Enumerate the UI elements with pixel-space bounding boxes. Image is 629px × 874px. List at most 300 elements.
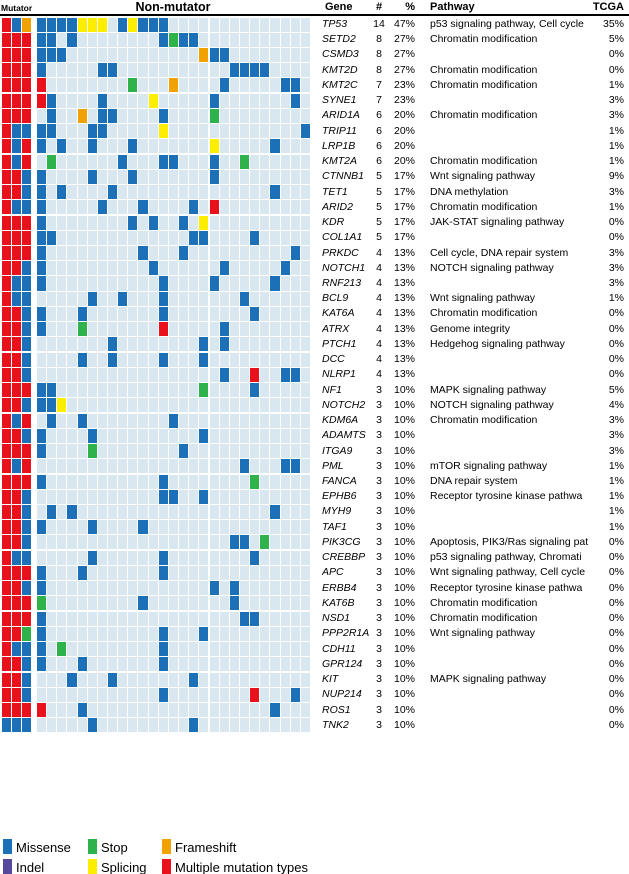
mutation-cell: [230, 307, 239, 321]
mutation-cell: [108, 124, 117, 138]
mutation-cell: [57, 673, 66, 687]
mutation-cell: [12, 353, 21, 367]
mutation-cell: [189, 505, 198, 519]
mutation-cell: [78, 718, 87, 732]
mutation-cell: [230, 124, 239, 138]
mutation-cell: [179, 231, 188, 245]
mutation-cell: [108, 353, 117, 367]
mutation-cell: [47, 414, 56, 428]
mutation-cell: [67, 231, 76, 245]
mutation-count: 3: [376, 429, 382, 442]
mutation-count: 3: [376, 475, 382, 488]
mutation-cell: [291, 200, 300, 214]
mutation-cell: [169, 261, 178, 275]
mutation-cell: [260, 566, 269, 580]
mutation-cell: [230, 535, 239, 549]
mutation-cell: [138, 429, 147, 443]
mutation-cell: [199, 459, 208, 473]
mutation-cell: [159, 475, 168, 489]
mutation-cell: [199, 596, 208, 610]
mutation-cell: [67, 490, 76, 504]
mutation-cell: [270, 688, 279, 702]
mutation-cell: [260, 673, 269, 687]
pathway-label: Chromatin modification: [430, 307, 538, 320]
gene-row: [0, 337, 629, 352]
mutation-cell: [12, 200, 21, 214]
mutation-cell: [220, 657, 229, 671]
mutation-percent: 10%: [393, 581, 415, 594]
mutation-cell: [291, 383, 300, 397]
mutation-cell: [169, 383, 178, 397]
mutation-cell: [230, 490, 239, 504]
mutation-count: 3: [376, 566, 382, 579]
mutation-cell: [118, 475, 127, 489]
mutation-cell: [2, 337, 11, 351]
mutation-cell: [260, 398, 269, 412]
mutation-cell: [281, 276, 290, 290]
mutation-cell: [98, 276, 107, 290]
gene-row: [0, 596, 629, 611]
mutation-cell: [250, 78, 259, 92]
mutation-cell: [98, 63, 107, 77]
mutation-cell: [47, 322, 56, 336]
mutation-cell: [199, 353, 208, 367]
mutation-cell: [138, 398, 147, 412]
mutation-cell: [210, 33, 219, 47]
gene-row: [0, 657, 629, 672]
mutation-cell: [98, 459, 107, 473]
mutation-cell: [98, 429, 107, 443]
mutation-cell: [37, 688, 46, 702]
gene-row: [0, 276, 629, 291]
mutation-cell: [138, 673, 147, 687]
mutation-cell: [281, 490, 290, 504]
mutation-cell: [291, 231, 300, 245]
mutation-cell: [159, 155, 168, 169]
legend-swatch-multiple: [162, 859, 171, 874]
mutation-cell: [78, 596, 87, 610]
mutation-cell: [210, 475, 219, 489]
mutation-cell: [57, 414, 66, 428]
mutation-cell: [149, 535, 158, 549]
mutation-count: 8: [376, 33, 382, 46]
mutation-cell: [2, 33, 11, 47]
gene-row: [0, 687, 629, 702]
mutation-cell: [169, 459, 178, 473]
mutation-cell: [138, 581, 147, 595]
mutation-cell: [118, 459, 127, 473]
mutation-cell: [108, 48, 117, 62]
mutation-cell: [22, 703, 31, 717]
mutation-cell: [2, 627, 11, 641]
mutation-cell: [78, 48, 87, 62]
mutation-cell: [210, 246, 219, 260]
mutation-cell: [179, 94, 188, 108]
mutation-cell: [250, 307, 259, 321]
mutation-cell: [37, 368, 46, 382]
mutation-cell: [179, 627, 188, 641]
mutation-percent: 23%: [393, 78, 415, 91]
mutation-cell: [179, 185, 188, 199]
mutation-cell: [230, 688, 239, 702]
mutation-count: 3: [376, 520, 382, 533]
mutation-cell: [270, 718, 279, 732]
mutation-cell: [250, 718, 259, 732]
mutation-cell: [12, 444, 21, 458]
mutation-cell: [98, 551, 107, 565]
mutation-cell: [159, 596, 168, 610]
mutation-cell: [230, 261, 239, 275]
mutation-cell: [88, 139, 97, 153]
mutation-cell: [128, 490, 137, 504]
mutation-cell: [22, 688, 31, 702]
mutation-cell: [108, 414, 117, 428]
mutation-cell: [291, 170, 300, 184]
mutation-cell: [47, 566, 56, 580]
mutation-cell: [260, 520, 269, 534]
mutation-cell: [270, 459, 279, 473]
mutation-cell: [199, 429, 208, 443]
mutation-cell: [169, 398, 178, 412]
mutation-count: 5: [376, 200, 382, 213]
mutation-cell: [179, 353, 188, 367]
mutation-cell: [169, 535, 178, 549]
mutation-cell: [179, 703, 188, 717]
mutation-cell: [118, 444, 127, 458]
mutation-cell: [159, 642, 168, 656]
mutation-cell: [67, 78, 76, 92]
mutation-cell: [88, 505, 97, 519]
gene-name: CDH11: [322, 642, 356, 655]
mutation-cell: [210, 261, 219, 275]
gene-name: NSD1: [322, 612, 351, 625]
mutation-cell: [22, 627, 31, 641]
mutation-cell: [118, 246, 127, 260]
mutation-cell: [250, 276, 259, 290]
mutation-cell: [47, 657, 56, 671]
gene-row: [0, 474, 629, 489]
mutation-cell: [78, 581, 87, 595]
mutation-cell: [138, 475, 147, 489]
gene-name: ADAMTS: [322, 429, 366, 442]
mutation-cell: [281, 307, 290, 321]
mutation-cell: [67, 642, 76, 656]
mutation-count: 3: [376, 596, 382, 609]
mutation-cell: [169, 368, 178, 382]
mutation-percent: 10%: [393, 475, 415, 488]
tcga-percent: 0%: [608, 703, 624, 716]
mutation-cell: [108, 170, 117, 184]
mutation-cell: [301, 307, 310, 321]
mutation-cell: [179, 688, 188, 702]
legend-swatch-splicing: [88, 859, 97, 874]
mutation-cell: [67, 63, 76, 77]
mutation-cell: [22, 398, 31, 412]
mutation-cell: [57, 276, 66, 290]
mutation-cell: [179, 475, 188, 489]
mutation-cell: [138, 78, 147, 92]
mutation-cell: [37, 170, 46, 184]
mutation-cell: [88, 185, 97, 199]
header-divider-line: [0, 14, 629, 16]
mutation-cell: [230, 414, 239, 428]
mutation-cell: [291, 429, 300, 443]
mutation-cell: [22, 429, 31, 443]
mutation-cell: [78, 566, 87, 580]
mutation-cell: [108, 642, 117, 656]
mutation-cell: [270, 276, 279, 290]
mutation-cell: [281, 673, 290, 687]
gene-name: ITGA9: [322, 444, 353, 457]
gene-name: ERBB4: [322, 581, 357, 594]
mutation-cell: [240, 596, 249, 610]
legend-item: [162, 859, 322, 874]
mutation-cell: [199, 139, 208, 153]
tcga-percent: 3%: [608, 444, 624, 457]
gene-row: [0, 718, 629, 733]
mutation-cell: [37, 703, 46, 717]
mutation-cell: [88, 353, 97, 367]
mutation-count: 5: [376, 231, 382, 244]
mutation-cell: [138, 63, 147, 77]
mutation-cell: [67, 246, 76, 260]
gene-name: NOTCH1: [322, 261, 366, 274]
pathway-label: p53 signaling pathway, Chromati: [430, 551, 582, 564]
mutation-cell: [270, 63, 279, 77]
mutation-cell: [179, 124, 188, 138]
mutation-cell: [189, 490, 198, 504]
mutation-cell: [78, 307, 87, 321]
mutation-cell: [210, 109, 219, 123]
mutation-cell: [128, 33, 137, 47]
mutation-cell: [88, 459, 97, 473]
mutation-cell: [159, 353, 168, 367]
mutation-cell: [12, 276, 21, 290]
mutation-cell: [291, 216, 300, 230]
mutation-cell: [169, 200, 178, 214]
mutation-cell: [78, 200, 87, 214]
mutation-cell: [301, 520, 310, 534]
mutation-cell: [301, 551, 310, 565]
mutation-cell: [108, 612, 117, 626]
tcga-percent: 0%: [608, 596, 624, 609]
gene-row: [0, 581, 629, 596]
mutation-cell: [2, 139, 11, 153]
mutation-cell: [47, 612, 56, 626]
mutation-cell: [189, 124, 198, 138]
mutation-cell: [220, 444, 229, 458]
mutation-cell: [301, 124, 310, 138]
mutation-cell: [210, 63, 219, 77]
mutation-cell: [291, 444, 300, 458]
mutation-cell: [220, 383, 229, 397]
mutation-cell: [250, 596, 259, 610]
mutation-cell: [169, 48, 178, 62]
mutation-cell: [98, 124, 107, 138]
mutation-cell: [159, 429, 168, 443]
mutation-cell: [37, 78, 46, 92]
mutation-cell: [57, 94, 66, 108]
gene-row: [0, 32, 629, 47]
mutation-cell: [240, 216, 249, 230]
mutation-cell: [281, 231, 290, 245]
mutation-cell: [301, 673, 310, 687]
mutation-cell: [57, 718, 66, 732]
mutation-cell: [22, 520, 31, 534]
mutation-cell: [88, 231, 97, 245]
mutation-cell: [78, 261, 87, 275]
mutation-cell: [67, 155, 76, 169]
mutation-cell: [2, 459, 11, 473]
gene-row: [0, 93, 629, 108]
mutation-cell: [2, 63, 11, 77]
mutation-cell: [281, 505, 290, 519]
mutation-cell: [128, 596, 137, 610]
mutation-cell: [260, 490, 269, 504]
mutation-cell: [159, 551, 168, 565]
mutation-cell: [128, 703, 137, 717]
mutation-cell: [12, 185, 21, 199]
mutation-cell: [270, 18, 279, 32]
mutation-cell: [78, 535, 87, 549]
mutation-count: 5: [376, 170, 382, 183]
tcga-percent: 1%: [608, 459, 624, 472]
mutation-cell: [250, 18, 259, 32]
mutation-cell: [57, 33, 66, 47]
mutation-cell: [12, 231, 21, 245]
mutation-cell: [159, 276, 168, 290]
mutation-cell: [128, 627, 137, 641]
legend-label: Indel: [16, 860, 45, 874]
mutation-cell: [250, 414, 259, 428]
mutation-cell: [281, 627, 290, 641]
mutation-cell: [57, 657, 66, 671]
mutation-cell: [270, 398, 279, 412]
mutation-cell: [281, 642, 290, 656]
mutation-cell: [291, 155, 300, 169]
mutation-cell: [108, 520, 117, 534]
mutation-cell: [179, 551, 188, 565]
mutation-cell: [230, 718, 239, 732]
mutation-cell: [22, 276, 31, 290]
mutation-cell: [88, 200, 97, 214]
gene-row: [0, 200, 629, 215]
mutation-cell: [2, 18, 11, 32]
mutation-cell: [301, 246, 310, 260]
mutation-cell: [240, 688, 249, 702]
gene-row: [0, 108, 629, 123]
mutation-cell: [210, 535, 219, 549]
mutation-cell: [108, 596, 117, 610]
mutation-cell: [78, 78, 87, 92]
mutation-cell: [210, 200, 219, 214]
mutation-cell: [199, 94, 208, 108]
mutation-cell: [250, 673, 259, 687]
mutation-cell: [270, 566, 279, 580]
mutation-cell: [210, 185, 219, 199]
mutation-cell: [169, 231, 178, 245]
mutation-cell: [281, 475, 290, 489]
mutation-cell: [78, 170, 87, 184]
mutation-cell: [240, 307, 249, 321]
mutation-cell: [22, 48, 31, 62]
gene-row: [0, 367, 629, 382]
mutation-cell: [12, 322, 21, 336]
mutation-cell: [57, 475, 66, 489]
mutation-cell: [199, 475, 208, 489]
pathway-label: Chromatin modification: [430, 155, 538, 168]
mutation-cell: [260, 292, 269, 306]
mutation-cell: [138, 459, 147, 473]
mutation-cell: [189, 246, 198, 260]
mutation-cell: [159, 673, 168, 687]
mutation-percent: 17%: [393, 216, 415, 229]
mutation-cell: [291, 627, 300, 641]
mutation-cell: [189, 216, 198, 230]
mutation-cell: [301, 368, 310, 382]
mutation-cell: [199, 307, 208, 321]
mutation-cell: [12, 718, 21, 732]
mutation-cell: [128, 307, 137, 321]
gene-row: [0, 565, 629, 580]
mutation-cell: [2, 657, 11, 671]
mutation-cell: [37, 200, 46, 214]
mutation-cell: [67, 307, 76, 321]
mutation-cell: [260, 459, 269, 473]
mutation-cell: [67, 475, 76, 489]
mutation-cell: [22, 383, 31, 397]
mutation-cell: [281, 109, 290, 123]
pathway-label: JAK-STAT signaling pathway: [430, 216, 565, 229]
mutation-cell: [169, 596, 178, 610]
mutation-cell: [47, 124, 56, 138]
mutation-cell: [78, 368, 87, 382]
mutation-cell: [98, 505, 107, 519]
mutation-cell: [138, 337, 147, 351]
mutation-cell: [250, 261, 259, 275]
mutation-cell: [128, 200, 137, 214]
mutation-cell: [159, 612, 168, 626]
mutation-cell: [291, 581, 300, 595]
mutation-cell: [37, 276, 46, 290]
mutation-cell: [250, 48, 259, 62]
mutation-cell: [230, 94, 239, 108]
mutation-cell: [47, 383, 56, 397]
gene-name: SYNE1: [322, 94, 357, 107]
mutation-cell: [169, 688, 178, 702]
mutation-cell: [22, 18, 31, 32]
mutation-cell: [88, 535, 97, 549]
mutation-cell: [149, 231, 158, 245]
mutation-percent: 13%: [393, 368, 415, 381]
pathway-label: Receptor tyrosine kinase pathwa: [430, 490, 583, 503]
mutation-cell: [250, 535, 259, 549]
mutation-cell: [22, 475, 31, 489]
mutation-cell: [270, 551, 279, 565]
mutation-cell: [270, 322, 279, 336]
mutation-cell: [37, 48, 46, 62]
mutation-cell: [260, 216, 269, 230]
mutation-cell: [12, 581, 21, 595]
mutation-cell: [199, 124, 208, 138]
count-column-header: #: [375, 1, 383, 13]
mutation-cell: [88, 18, 97, 32]
mutation-cell: [138, 48, 147, 62]
mutation-cell: [281, 551, 290, 565]
mutation-cell: [88, 216, 97, 230]
mutation-cell: [128, 139, 137, 153]
mutation-cell: [88, 718, 97, 732]
